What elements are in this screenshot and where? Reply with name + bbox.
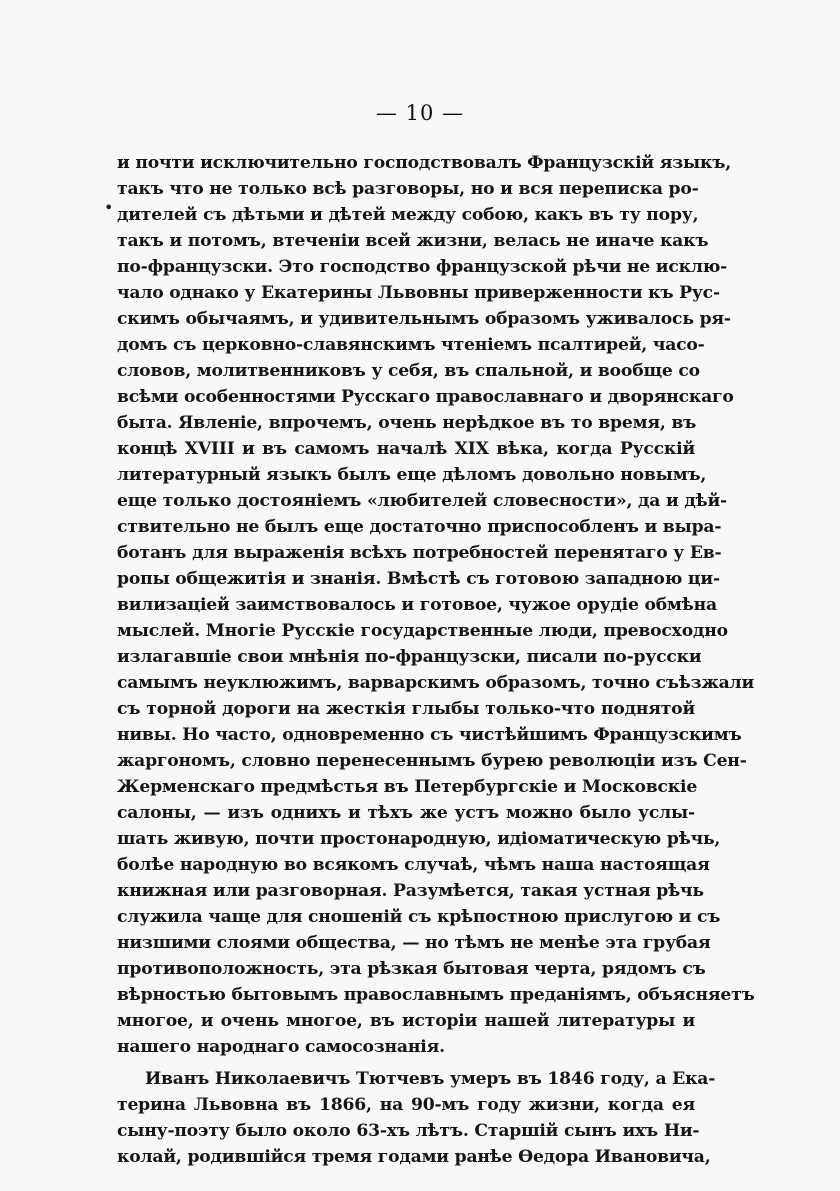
page-number: — 10 —	[375, 101, 465, 125]
text-line-1: и почти исключительно господствовалъ Французскій языкъ,	[117, 153, 732, 173]
text-line-15: ствительно не былъ еще достаточно приспособленъ и выра-	[117, 517, 722, 537]
text-line-20: излагавшіе свои мнѣнія по-французски, писали по-русски	[117, 647, 702, 667]
text-line-18: вилизаціей заимствовалось и готовое, чужое орудіе обмѣна	[117, 595, 717, 615]
text-line-7: скимъ обычаямъ, и удивительнымъ образомъ уживалось ря-	[117, 309, 731, 329]
text-line-26: салоны, — изъ однихъ и тѣхъ же устъ можно было услы-	[117, 803, 695, 823]
text-line-39: колай, родившійся тремя годами ранѣе Ѳедора Ивановича,	[117, 1147, 711, 1167]
text-line-12: концѣ XVIII и въ самомъ началѣ XIX вѣка, когда Русскій	[117, 439, 695, 459]
text-line-11: быта. Явленіе, впрочемъ, очень нерѣдкое въ то время, въ	[117, 413, 697, 433]
text-line-36: Иванъ Николаевичъ Тютчевъ умеръ въ 1846 году, а Ека-	[145, 1069, 716, 1089]
text-line-25: Жерменскаго предмѣстья въ Петербургскіе и Московскіе	[117, 777, 698, 797]
text-line-31: низшими слоями общества, — но тѣмъ не менѣе эта грубая	[117, 933, 711, 953]
text-line-24: жаргономъ, словно перенесеннымъ бурею революціи изъ Сен-	[117, 751, 747, 771]
text-line-6: чало однако у Екатерины Львовны приверженности къ Рус-	[117, 283, 720, 303]
text-line-37: терина Львовна въ 1866, на 90-мъ году жизни, когда ея	[117, 1095, 695, 1115]
text-line-19: мыслей. Многіе Русскіе государственные люди, превосходно	[117, 621, 728, 641]
text-line-27: шать живую, почти простонародную, идіоматическую рѣчь,	[117, 829, 721, 849]
text-line-32: противоположность, эта рѣзкая бытовая черта, рядомъ съ	[117, 959, 706, 979]
text-line-38: сыну-поэту было около 63-хъ лѣтъ. Старшій сынъ ихъ Ни-	[117, 1121, 700, 1141]
text-line-8: домъ съ церковно-славянскимъ чтеніемъ псалтирей, часо-	[117, 335, 705, 355]
text-line-14: еще только достояніемъ «любителей словесности», да и дѣй-	[117, 491, 727, 511]
text-line-2: такъ что не только всѣ разговоры, но и вся переписка ро-	[117, 179, 699, 199]
text-line-30: служила чаще для сношеній съ крѣпостною прислугою и съ	[117, 907, 721, 927]
text-line-3: дителей съ дѣтьми и дѣтей между собою, какъ въ ту пору,	[117, 205, 699, 225]
text-line-16: ботанъ для выраженія всѣхъ потребностей перенятаго у Ев-	[117, 543, 722, 563]
text-line-33: вѣрностью бытовымъ православнымъ преданіямъ, объясняетъ	[117, 985, 755, 1005]
text-line-34: многое, и очень многое, въ исторіи нашей литературы и	[117, 1011, 695, 1031]
ink-mark: •	[104, 198, 114, 217]
text-line-5: по-французски. Это господство французской рѣчи не исклю-	[117, 257, 728, 277]
text-line-28: болѣе народную во всякомъ случаѣ, чѣмъ наша настоящая	[117, 855, 710, 875]
text-line-29: книжная или разговорная. Разумѣется, такая устная рѣчь	[117, 881, 704, 901]
text-line-9: словов, молитвенниковъ у себя, въ спальной, и вообще со	[117, 361, 700, 381]
text-line-22: съ торной дороги на жесткія глыбы только-что поднятой	[117, 699, 695, 719]
text-line-4: такъ и потомъ, втеченіи всей жизни, велась не иначе какъ	[117, 231, 709, 251]
text-line-35: нашего народнаго самосознанія.	[117, 1037, 445, 1057]
text-line-23: нивы. Но часто, одновременно съ чистѣйшимъ Французскимъ	[117, 725, 742, 745]
text-line-10: всѣми особенностями Русскаго православнаго и дворянскаго	[117, 387, 734, 407]
text-line-13: литературный языкъ былъ еще дѣломъ довольно новымъ,	[117, 465, 707, 485]
text-line-21: самымъ неуклюжимъ, варварскимъ образомъ, точно съѣзжали	[117, 673, 755, 693]
text-line-17: ропы общежитія и знанія. Вмѣстѣ съ готовою западною ци-	[117, 569, 720, 589]
